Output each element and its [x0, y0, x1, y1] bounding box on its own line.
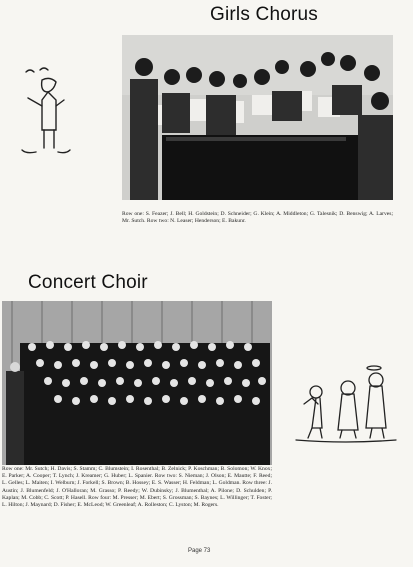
girls-chorus-title: Girls Chorus: [210, 4, 318, 25]
three-singers-doodle-icon: [292, 360, 400, 444]
concert-choir-title: Concert Choir: [28, 272, 148, 293]
concert-choir-photo: [2, 301, 272, 465]
girls-chorus-photo: [122, 35, 393, 200]
page-number: Page 73: [188, 548, 211, 554]
girls-chorus-caption: Row one: S. Feazer; J. Bell; H. Goldstein; D. Schneider; G. Klein; A. Middleton; G. Talesnik; D. Benswig; A. Larves; Mr. Sutch. Row two: N. Leaser; Henderson; E. Bakunr.: [122, 211, 393, 225]
concert-choir-caption: Row one: Mr. Sutch; H. Davis; S. Stamm; C. Blumstein; I. Rosenthal; B. Zelnick; P. Koschman; B. Solomon; W. Knox; E. Parker; A. Cooper; T. Lynch; J. Kreamer; G. Huber; L. Spanier. Row two: S. Nieman; J. Olson; E. Mautte; F. Reed; L. Gelles; L. Maiten; I. Welburn; J. Forkell; S. Brown; B. Hossey; E. S. Wasser; H. Feldman; L. Goldman. Row three: J. Austin; J. Blumenfeld; J. O'Halloran; M. Grasso; P. Reedy; W. Dubinsky; J. Blumenthal; A. Pilone; D. Schulden; P. Kaplan; M. Cobb; C. Scott; P. Hasell. Row four: M. Presser; M. Ebert; S. Grossman; S. Baynes; L. Willinger; T. Foster; L. Hilton; J. Maynard; D. Fisher; E. McLeod; W. Greenleaf; A. Rolleston; C. Lyston; M. Rogers.: [2, 466, 272, 509]
girl-singing-doodle-icon: [14, 62, 74, 158]
